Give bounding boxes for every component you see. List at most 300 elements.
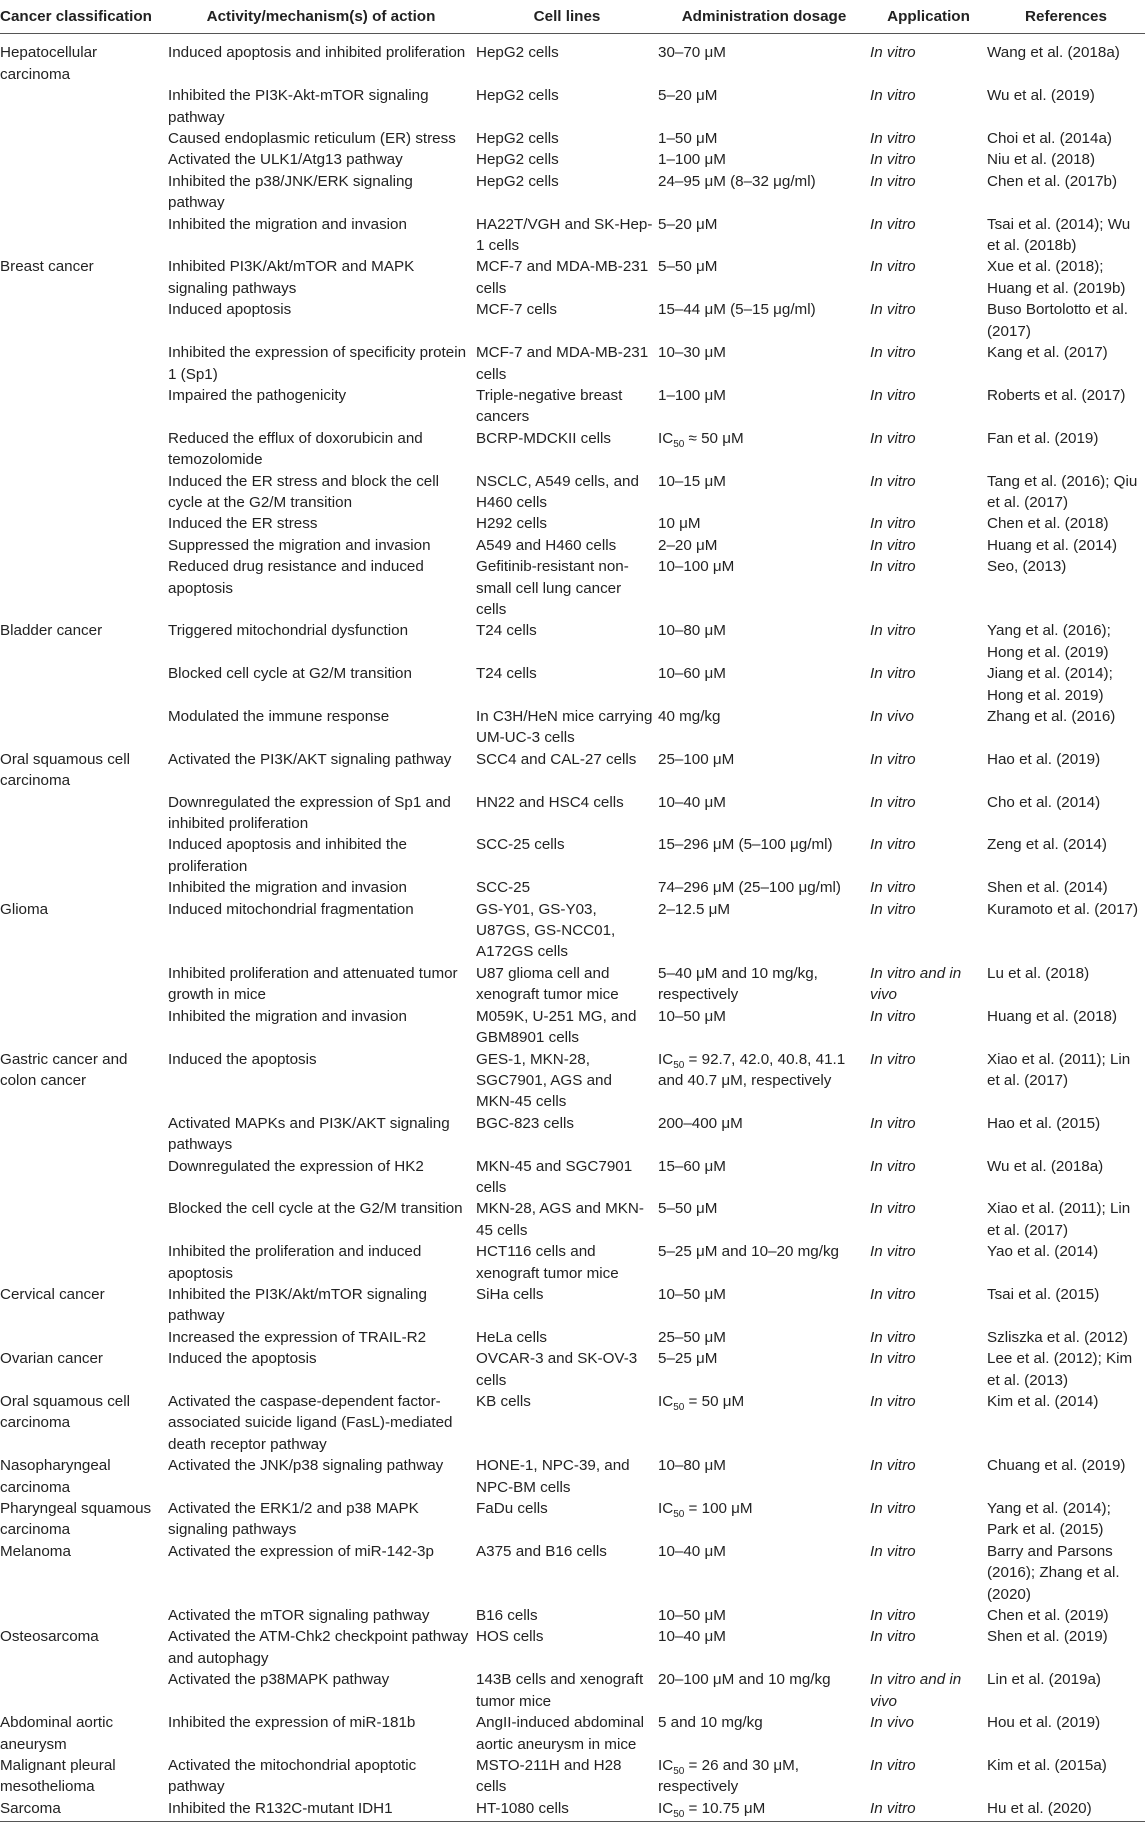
cell-references: Wang et al. (2018a) (987, 44, 1120, 62)
cell-cancer-classification: Gastric cancer and colon cancer (0, 1050, 128, 1089)
cell-cancer-classification (0, 128, 166, 149)
cell-cancer-classification (0, 171, 166, 214)
cell-activity: Activated the mTOR signaling pathway (168, 1607, 430, 1625)
cell-references: Lee et al. (2012); Kim et al. (2013) (987, 1350, 1133, 1389)
cell-activity: Activated the ATM-Chk2 checkpoint pathway and autophagy (168, 1628, 469, 1667)
dosage-value: = 92.7, 42.0, 40.8, 41.1 and 40.7 μM, respectively (658, 1050, 846, 1089)
cell-references: Zhang et al. (2016) (987, 708, 1116, 725)
cell-administration-dosage (658, 1798, 870, 1822)
cell-activity: Induced apoptosis and inhibited the proliferation (168, 836, 407, 875)
cell-application: In vivo (870, 1714, 914, 1732)
cell-references: Hao et al. (2019) (987, 750, 1101, 768)
cell-cancer-classification (0, 342, 166, 385)
cell-references: Cho et al. (2014) (987, 793, 1101, 811)
table-row (0, 128, 1145, 149)
cell-activity: Triggered mitochondrial dysfunction (168, 622, 409, 640)
header-cell-lines: Cell lines (476, 0, 658, 34)
cell-administration-dosage: 1–50 μM (658, 130, 718, 148)
cell-administration-dosage: 10–50 μM (658, 1607, 726, 1625)
table-row (0, 1541, 1145, 1605)
cell-references: Huang et al. (2018) (987, 1007, 1118, 1025)
dosage-subscript: 50 (673, 1059, 685, 1071)
cell-activity: Reduced drug resistance and induced apoptosis (168, 558, 424, 597)
cell-references: Kuramoto et al. (2017) (987, 900, 1139, 918)
cell-references: Szliszka et al. (2012) (987, 1328, 1128, 1346)
cell-cell-lines: GES-1, MKN-28, SGC7901, AGS and MKN-45 cells (476, 1050, 612, 1111)
cell-administration-dosage: 5–20 μM (658, 87, 718, 105)
cell-application: In vitro (870, 1756, 916, 1774)
cell-administration-dosage: 2–12.5 μM (658, 900, 731, 918)
table-row (0, 428, 1145, 471)
dosage-prefix: IC (658, 1050, 674, 1068)
table-row (0, 171, 1145, 214)
cell-cell-lines: A375 and B16 cells (476, 1542, 607, 1560)
cell-references: Hu et al. (2020) (987, 1798, 1145, 1822)
cell-cancer-classification (0, 556, 166, 620)
table-row (0, 34, 1145, 85)
table-row (0, 256, 1145, 299)
cell-cell-lines: MCF-7 and MDA-MB-231 cells (476, 258, 649, 297)
cell-activity: Activated the caspase-dependent factor-associated suicide ligand (FasL)-mediated death receptor pathway (168, 1393, 453, 1453)
cell-cancer-classification: Melanoma (0, 1542, 71, 1560)
table-row (0, 1712, 1145, 1755)
cell-administration-dosage: 5–50 μM (658, 258, 718, 276)
cell-references: Niu et al. (2018) (987, 151, 1096, 169)
table-row (0, 1156, 1145, 1199)
cell-activity: Inhibited the migration and invasion (168, 1007, 407, 1025)
header-application: Application (870, 0, 987, 34)
cell-cancer-classification (0, 85, 166, 128)
cell-application: In vitro (870, 87, 916, 105)
cell-application: In vitro and in vivo (870, 1671, 962, 1710)
cell-cancer-classification (0, 214, 166, 257)
table-body (0, 34, 1145, 1822)
cell-application: In vitro (870, 1542, 916, 1560)
cell-administration-dosage: 10–80 μM (658, 1457, 726, 1475)
cell-cancer-classification (0, 1241, 166, 1284)
cell-activity: Inhibited the expression of specificity protein 1 (Sp1) (168, 344, 467, 383)
header-activity: Activity/mechanism(s) of action (166, 0, 476, 34)
cell-administration-dosage: 5–40 μM and 10 mg/kg, respectively (658, 964, 818, 1004)
cell-application: In vitro (870, 750, 916, 768)
cell-application: In vitro (870, 429, 916, 447)
cell-application: In vitro (870, 1393, 916, 1410)
cell-references: Zeng et al. (2014) (987, 836, 1107, 854)
dosage-value: = 50 μM (684, 1393, 745, 1410)
cell-application: In vitro (870, 836, 916, 854)
cell-administration-dosage: 200–400 μM (658, 1114, 743, 1132)
table-row (0, 749, 1145, 792)
cell-application: In vitro (870, 515, 916, 533)
cell-activity: Downregulated the expression of HK2 (168, 1157, 424, 1175)
cell-administration-dosage: 10–15 μM (658, 472, 726, 490)
dosage-prefix: IC (658, 1393, 674, 1410)
cell-references: Yang et al. (2016); Hong et al. (2019) (987, 622, 1111, 661)
cell-activity: Inhibited the R132C-mutant IDH1 (166, 1798, 476, 1822)
cell-references: Wu et al. (2019) (987, 87, 1095, 105)
dosage-subscript: 50 (673, 438, 685, 450)
cell-references: Chen et al. (2019) (987, 1607, 1109, 1625)
cell-references: Kim et al. (2014) (987, 1393, 1099, 1410)
cell-application: In vitro (870, 1243, 916, 1261)
cell-administration-dosage (658, 428, 870, 471)
cell-application: In vitro (870, 665, 916, 683)
cell-activity: Caused endoplasmic reticulum (ER) stress (168, 130, 456, 148)
header-cancer-classification: Cancer classification (0, 0, 166, 34)
table-row (0, 1241, 1145, 1284)
cell-cancer-classification: Oral squamous cell carcinoma (0, 1393, 130, 1432)
cell-activity: Inhibited the p38/JNK/ERK signaling pathway (168, 172, 413, 212)
cell-cancer-classification: Cervical cancer (0, 1285, 105, 1303)
cell-activity: Inhibited the PI3K-Akt-mTOR signaling pathway (168, 87, 429, 126)
cell-cell-lines: Gefitinib-resistant non-small cell lung cancer cells (476, 558, 629, 618)
cell-administration-dosage: 15–296 μM (5–100 μg/ml) (658, 836, 833, 854)
cell-cell-lines: Triple-negative breast cancers (476, 386, 623, 426)
cell-references: Lu et al. (2018) (987, 964, 1090, 982)
cell-administration-dosage: 30–70 μM (658, 44, 726, 62)
cell-cancer-classification: Abdominal aortic aneurysm (0, 1714, 114, 1753)
cell-administration-dosage: 5–20 μM (658, 215, 718, 233)
cell-references: Kang et al. (2017) (987, 344, 1108, 362)
table-row (0, 1348, 1145, 1391)
cell-cell-lines: SCC-25 (476, 879, 531, 897)
cell-cancer-classification (0, 1669, 166, 1712)
table-row (0, 620, 1145, 663)
cell-cancer-classification (0, 471, 166, 514)
cell-cell-lines: HepG2 cells (476, 87, 559, 105)
cell-administration-dosage: 40 mg/kg (658, 708, 721, 725)
cell-cancer-classification: Hepatocellular carcinoma (0, 44, 98, 83)
cell-activity: Induced the apoptosis (168, 1350, 317, 1368)
cell-administration-dosage (658, 1498, 870, 1541)
cell-cell-lines: BCRP-MDCKII cells (476, 429, 612, 447)
cell-activity: Downregulated the expression of Sp1 and inhibited proliferation (168, 793, 451, 833)
cell-administration-dosage: 10–40 μM (658, 793, 726, 811)
cell-application: In vitro (870, 558, 916, 576)
table-row (0, 1391, 1145, 1455)
cell-activity: Inhibited the PI3K/Akt/mTOR signaling pathway (168, 1285, 427, 1325)
table-row (0, 899, 1145, 963)
cell-cell-lines: FaDu cells (476, 1500, 548, 1518)
cell-application: In vitro (870, 900, 916, 918)
cell-application: In vitro (870, 172, 916, 190)
cell-references: Chuang et al. (2019) (987, 1457, 1126, 1475)
cell-application: In vitro (870, 1007, 916, 1025)
cell-application: In vitro (870, 386, 916, 404)
cell-administration-dosage: 10–50 μM (658, 1007, 726, 1025)
cell-cell-lines: HeLa cells (476, 1328, 547, 1346)
cell-references: Choi et al. (2014a) (987, 130, 1112, 148)
dosage-subscript: 50 (673, 1402, 685, 1414)
cell-activity: Induced apoptosis and inhibited proliferation (168, 44, 466, 62)
cell-cell-lines: HONE-1, NPC-39, and NPC-BM cells (476, 1457, 630, 1496)
cell-application: In vitro (870, 258, 916, 276)
cell-application: In vitro (870, 215, 916, 233)
table-row (0, 1049, 1145, 1113)
cell-administration-dosage: 10–40 μM (658, 1628, 726, 1646)
cell-activity: Induced the ER stress and block the cell cycle at the G2/M transition (168, 472, 439, 511)
cell-references: Tang et al. (2016); Qiu et al. (2017) (987, 472, 1138, 511)
cell-administration-dosage: 15–44 μM (5–15 μg/ml) (658, 301, 816, 319)
cell-cell-lines: HepG2 cells (476, 151, 559, 169)
table-row (0, 1006, 1145, 1049)
cell-cancer-classification (0, 877, 166, 898)
cell-references: Lin et al. (2019a) (987, 1671, 1101, 1689)
cell-cancer-classification: Sarcoma (0, 1798, 166, 1822)
cell-administration-dosage (658, 1755, 870, 1798)
cell-activity: Induced apoptosis (168, 301, 292, 319)
cell-administration-dosage: 25–50 μM (658, 1328, 726, 1346)
table-row (0, 385, 1145, 428)
cell-cancer-classification (0, 428, 166, 471)
table-row (0, 1198, 1145, 1241)
cell-activity: Inhibited the expression of miR-181b (168, 1714, 416, 1732)
cell-cell-lines: SCC4 and CAL-27 cells (476, 750, 637, 768)
cell-administration-dosage: 10 μM (658, 515, 701, 533)
cell-references: Shen et al. (2014) (987, 879, 1108, 897)
cell-application: In vitro (870, 1457, 916, 1475)
cell-references: Roberts et al. (2017) (987, 386, 1126, 404)
cell-references: Jiang et al. (2014); Hong et al. 2019) (987, 665, 1113, 704)
cell-cell-lines: MSTO-211H and H28 cells (476, 1756, 622, 1796)
cell-cell-lines: KB cells (476, 1393, 531, 1410)
cell-cell-lines: MCF-7 and MDA-MB-231 cells (476, 344, 649, 383)
cell-references: Hou et al. (2019) (987, 1714, 1101, 1732)
dosage-value: = 100 μM (684, 1500, 753, 1518)
cell-references: Huang et al. (2014) (987, 536, 1118, 554)
cell-application: In vitro (870, 130, 916, 148)
cell-cell-lines: M059K, U-251 MG, and GBM8901 cells (476, 1007, 637, 1047)
cell-cancer-classification (0, 1327, 166, 1348)
cell-activity: Inhibited PI3K/Akt/mTOR and MAPK signaling pathways (168, 258, 415, 297)
table-row (0, 1669, 1145, 1712)
cell-cell-lines: MKN-45 and SGC7901 cells (476, 1157, 633, 1196)
cell-administration-dosage: 5–25 μM (658, 1350, 718, 1368)
cell-cell-lines: HCT116 cells and xenograft tumor mice (476, 1243, 619, 1282)
table-row (0, 877, 1145, 898)
cell-references: Xue et al. (2018); Huang et al. (2019b) (987, 258, 1126, 297)
cell-cancer-classification: Breast cancer (0, 258, 94, 276)
cell-cancer-classification (0, 149, 166, 170)
cell-activity: Activated the expression of miR-142-3p (168, 1542, 434, 1560)
cell-cancer-classification (0, 792, 166, 835)
cell-activity: Activated the p38MAPK pathway (168, 1671, 390, 1689)
dosage-subscript: 50 (673, 1808, 685, 1820)
cell-application: In vitro (870, 151, 916, 169)
cell-application: In vitro (870, 1114, 916, 1132)
cell-application: In vitro (870, 44, 916, 62)
cell-references: Kim et al. (2015a) (987, 1756, 1107, 1774)
cell-cancer-classification: Osteosarcoma (0, 1628, 99, 1646)
cell-cell-lines: HN22 and HSC4 cells (476, 793, 624, 811)
cell-application: In vitro (870, 1157, 916, 1175)
cell-cell-lines: 143B cells and xenograft tumor mice (476, 1671, 644, 1710)
cell-references: Yao et al. (2014) (987, 1243, 1099, 1261)
cell-references: Hao et al. (2015) (987, 1114, 1101, 1132)
cell-cell-lines: HepG2 cells (476, 172, 559, 190)
cell-activity: Inhibited the proliferation and induced apoptosis (168, 1243, 422, 1282)
cell-administration-dosage: 10–60 μM (658, 665, 726, 683)
cell-cancer-classification (0, 1156, 166, 1199)
table-row (0, 1284, 1145, 1327)
cell-activity: Activated the ULK1/Atg13 pathway (168, 151, 403, 169)
cell-cell-lines: HT-1080 cells (476, 1798, 658, 1822)
cell-application: In vitro (870, 1350, 916, 1368)
cell-activity: Inhibited proliferation and attenuated tumor growth in mice (168, 964, 458, 1004)
dosage-value: ≈ 50 μM (684, 429, 744, 447)
table-row (0, 214, 1145, 257)
cell-administration-dosage: 10–100 μM (658, 558, 735, 576)
cell-administration-dosage: 5 and 10 mg/kg (658, 1714, 763, 1732)
dosage-subscript: 50 (673, 1509, 685, 1521)
cell-application: In vitro (870, 1607, 916, 1625)
cell-cancer-classification: Pharyngeal squamous carcinoma (0, 1500, 152, 1539)
cell-references: Tsai et al. (2014); Wu et al. (2018b) (987, 215, 1131, 255)
cell-cell-lines: MKN-28, AGS and MKN-45 cells (476, 1200, 644, 1239)
cell-cancer-classification (0, 706, 166, 749)
table-row (0, 1498, 1145, 1541)
cell-application: In vitro (870, 793, 916, 811)
cell-cell-lines: HOS cells (476, 1628, 544, 1646)
cell-activity: Induced mitochondrial fragmentation (168, 900, 414, 918)
cell-cancer-classification (0, 299, 166, 342)
cell-administration-dosage: 5–25 μM and 10–20 mg/kg (658, 1243, 839, 1261)
cell-application: In vitro (870, 1500, 916, 1518)
cell-cancer-classification (0, 663, 166, 706)
cell-administration-dosage: 10–50 μM (658, 1285, 726, 1303)
cell-cancer-classification: Oral squamous cell carcinoma (0, 750, 130, 790)
cell-cell-lines: SCC-25 cells (476, 836, 565, 854)
cell-application: In vitro (870, 344, 916, 362)
cell-activity: Increased the expression of TRAIL-R2 (168, 1328, 427, 1346)
table-row (0, 663, 1145, 706)
cell-cancer-classification (0, 963, 166, 1006)
table-row (0, 1605, 1145, 1626)
cell-cell-lines: H292 cells (476, 515, 547, 533)
cell-administration-dosage: 74–296 μM (25–100 μg/ml) (658, 879, 841, 897)
cell-activity: Impaired the pathogenicity (168, 386, 347, 404)
dosage-prefix: IC (658, 1500, 674, 1518)
dosage-subscript: 50 (673, 1765, 685, 1777)
cell-administration-dosage (658, 1049, 870, 1113)
cell-activity: Activated the JNK/p38 signaling pathway (168, 1457, 444, 1475)
table-row (0, 513, 1145, 534)
cell-cancer-classification (0, 1605, 166, 1626)
cell-cell-lines: B16 cells (476, 1607, 538, 1625)
header-administration-dosage: Administration dosage (658, 0, 870, 34)
cell-administration-dosage: 20–100 μM and 10 mg/kg (658, 1671, 831, 1689)
cell-references: Seo, (2013) (987, 558, 1067, 576)
table-row (0, 85, 1145, 128)
cell-cell-lines: A549 and H460 cells (476, 536, 617, 554)
cell-cell-lines: SiHa cells (476, 1285, 544, 1303)
cell-cell-lines: T24 cells (476, 665, 537, 683)
cell-cancer-classification (0, 513, 166, 534)
header-row (0, 0, 1145, 34)
cell-application: In vitro (870, 1798, 987, 1822)
cell-activity: Suppressed the migration and invasion (168, 536, 431, 554)
cell-cell-lines: NSCLC, A549 cells, and H460 cells (476, 472, 639, 511)
cell-cell-lines: T24 cells (476, 622, 537, 640)
cell-application: In vitro (870, 1628, 916, 1646)
cell-cancer-classification: Nasopharyngeal carcinoma (0, 1457, 111, 1496)
cell-application: In vitro (870, 1050, 916, 1068)
cell-cell-lines: AngII-induced abdominal aortic aneurysm in mice (476, 1714, 645, 1753)
table-row (0, 1798, 1145, 1822)
cell-activity: Induced the ER stress (168, 515, 318, 533)
cell-references: Wu et al. (2018a) (987, 1157, 1104, 1175)
cell-administration-dosage: 2–20 μM (658, 536, 718, 554)
dosage-value: = 10.75 μM (684, 1799, 766, 1817)
cell-activity: Reduced the efflux of doxorubicin and temozolomide (168, 429, 423, 469)
cell-cancer-classification (0, 1198, 166, 1241)
cell-administration-dosage (658, 1391, 870, 1455)
cell-administration-dosage: 10–80 μM (658, 622, 726, 640)
dosage-prefix: IC (658, 1799, 674, 1817)
table-row (0, 149, 1145, 170)
cell-activity: Modulated the immune response (168, 708, 390, 725)
table-row (0, 1327, 1145, 1348)
cell-cell-lines: OVCAR-3 and SK-OV-3 cells (476, 1350, 638, 1389)
cell-references: Xiao et al. (2011); Lin et al. (2017) (987, 1050, 1131, 1089)
cell-cancer-classification (0, 385, 166, 428)
cell-application: In vitro (870, 301, 916, 319)
cell-cell-lines: HepG2 cells (476, 130, 559, 148)
cell-cancer-classification: Ovarian cancer (0, 1350, 103, 1368)
cell-references: Fan et al. (2019) (987, 429, 1099, 447)
cell-references: Shen et al. (2019) (987, 1628, 1108, 1646)
dosage-prefix: IC (658, 429, 674, 447)
cell-cell-lines: BGC-823 cells (476, 1114, 574, 1132)
cell-application: In vivo (870, 708, 914, 725)
cell-cell-lines: HepG2 cells (476, 44, 559, 62)
header-references: References (987, 0, 1145, 34)
cell-cell-lines: HA22T/VGH and SK-Hep-1 cells (476, 215, 653, 255)
cell-administration-dosage: 15–60 μM (658, 1157, 726, 1175)
cell-application: In vitro (870, 622, 916, 640)
cell-cell-lines: GS-Y01, GS-Y03, U87GS, GS-NCC01, A172GS cells (476, 900, 616, 961)
cell-cancer-classification (0, 535, 166, 556)
cell-activity: Blocked the cell cycle at the G2/M transition (168, 1200, 463, 1218)
cell-cell-lines: In C3H/HeN mice carrying UM-UC-3 cells (476, 708, 653, 747)
cell-references: Xiao et al. (2011); Lin et al. (2017) (987, 1200, 1131, 1239)
table-row (0, 1113, 1145, 1156)
table-row (0, 1455, 1145, 1498)
cell-references: Buso Bortolotto et al. (2017) (987, 301, 1128, 340)
dosage-prefix: IC (658, 1756, 674, 1774)
table-row (0, 299, 1145, 342)
cell-cancer-classification (0, 1113, 166, 1156)
table-row (0, 535, 1145, 556)
cell-cell-lines: MCF-7 cells (476, 301, 558, 319)
table-row (0, 342, 1145, 385)
cell-administration-dosage: 24–95 μM (8–32 μg/ml) (658, 172, 816, 190)
cell-activity: Inhibited the migration and invasion (168, 215, 407, 233)
cell-cancer-classification: Glioma (0, 900, 49, 918)
table-row (0, 556, 1145, 620)
cell-references: Chen et al. (2017b) (987, 172, 1118, 190)
cell-references: Barry and Parsons (2016); Zhang et al. (2020) (987, 1542, 1120, 1603)
cell-application: In vitro and in vivo (870, 964, 962, 1004)
cell-application: In vitro (870, 472, 916, 490)
cell-administration-dosage: 10–30 μM (658, 344, 726, 362)
cell-activity: Activated the mitochondrial apoptotic pathway (168, 1756, 417, 1796)
table-row (0, 1626, 1145, 1669)
cell-activity: Blocked cell cycle at G2/M transition (168, 665, 412, 683)
cell-activity: Activated MAPKs and PI3K/AKT signaling pathways (168, 1114, 450, 1154)
cell-administration-dosage: 1–100 μM (658, 151, 726, 169)
cell-application: In vitro (870, 1285, 916, 1303)
